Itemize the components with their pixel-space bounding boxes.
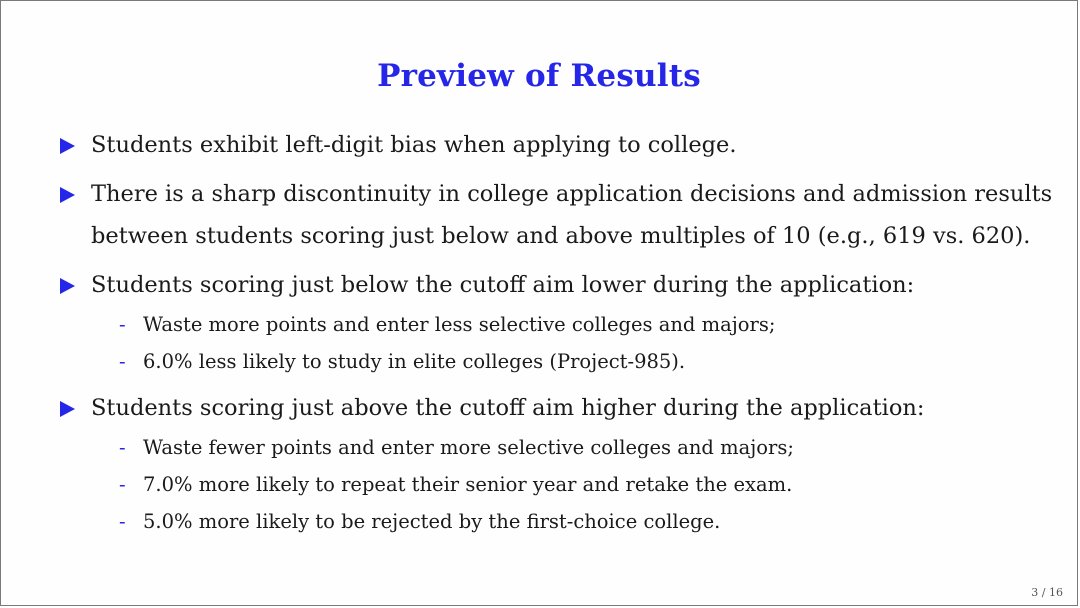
triangle-bullet-icon [60, 187, 75, 203]
bullet-text: Students scoring just below the cutoff aim lower during the application: [91, 272, 915, 298]
sub-bullet-item [119, 429, 1057, 466]
triangle-bullet-icon [60, 401, 75, 417]
slide-title: Preview of Results [377, 58, 701, 94]
sub-bullet-item [119, 466, 1057, 503]
bullet-text: Students scoring just above the cutoff aim higher during the application: [91, 395, 925, 421]
sub-bullet-text: Waste fewer points and enter more selective colleges and majors; [143, 436, 794, 459]
triangle-bullet-icon [60, 138, 75, 154]
bullet-text: Students exhibit left-digit bias when applying to college. [91, 132, 737, 158]
sub-bullet-text: 5.0% more likely to be rejected by the first-choice college. [143, 510, 721, 533]
bullet-list [57, 124, 1057, 540]
triangle-bullet-icon [60, 278, 75, 294]
sub-bullet-list [91, 306, 1057, 380]
bullet-item [57, 124, 1057, 166]
sub-bullet-item [119, 503, 1057, 540]
dash-bullet-icon: - [119, 350, 126, 373]
dash-bullet-icon: - [119, 473, 126, 496]
sub-bullet-item [119, 306, 1057, 343]
sub-bullet-text: Waste more points and enter less selective colleges and majors; [143, 313, 776, 336]
bullet-text: There is a sharp discontinuity in college application decisions and admission results between students scoring just below and above multiples of 10 (e.g., 619 vs. 620). [91, 181, 1053, 249]
bullet-item [57, 264, 1057, 380]
dash-bullet-icon: - [119, 313, 126, 336]
sub-bullet-list [91, 429, 1057, 540]
dash-bullet-icon: - [119, 436, 126, 459]
bullet-item [57, 387, 1057, 540]
bullet-item [57, 173, 1057, 257]
dash-bullet-icon: - [119, 510, 126, 533]
page-number: 3 / 16 [1031, 586, 1063, 599]
sub-bullet-text: 7.0% more likely to repeat their senior year and retake the exam. [143, 473, 793, 496]
sub-bullet-item [119, 343, 1057, 380]
sub-bullet-text: 6.0% less likely to study in elite colleges (Project-985). [143, 350, 686, 373]
